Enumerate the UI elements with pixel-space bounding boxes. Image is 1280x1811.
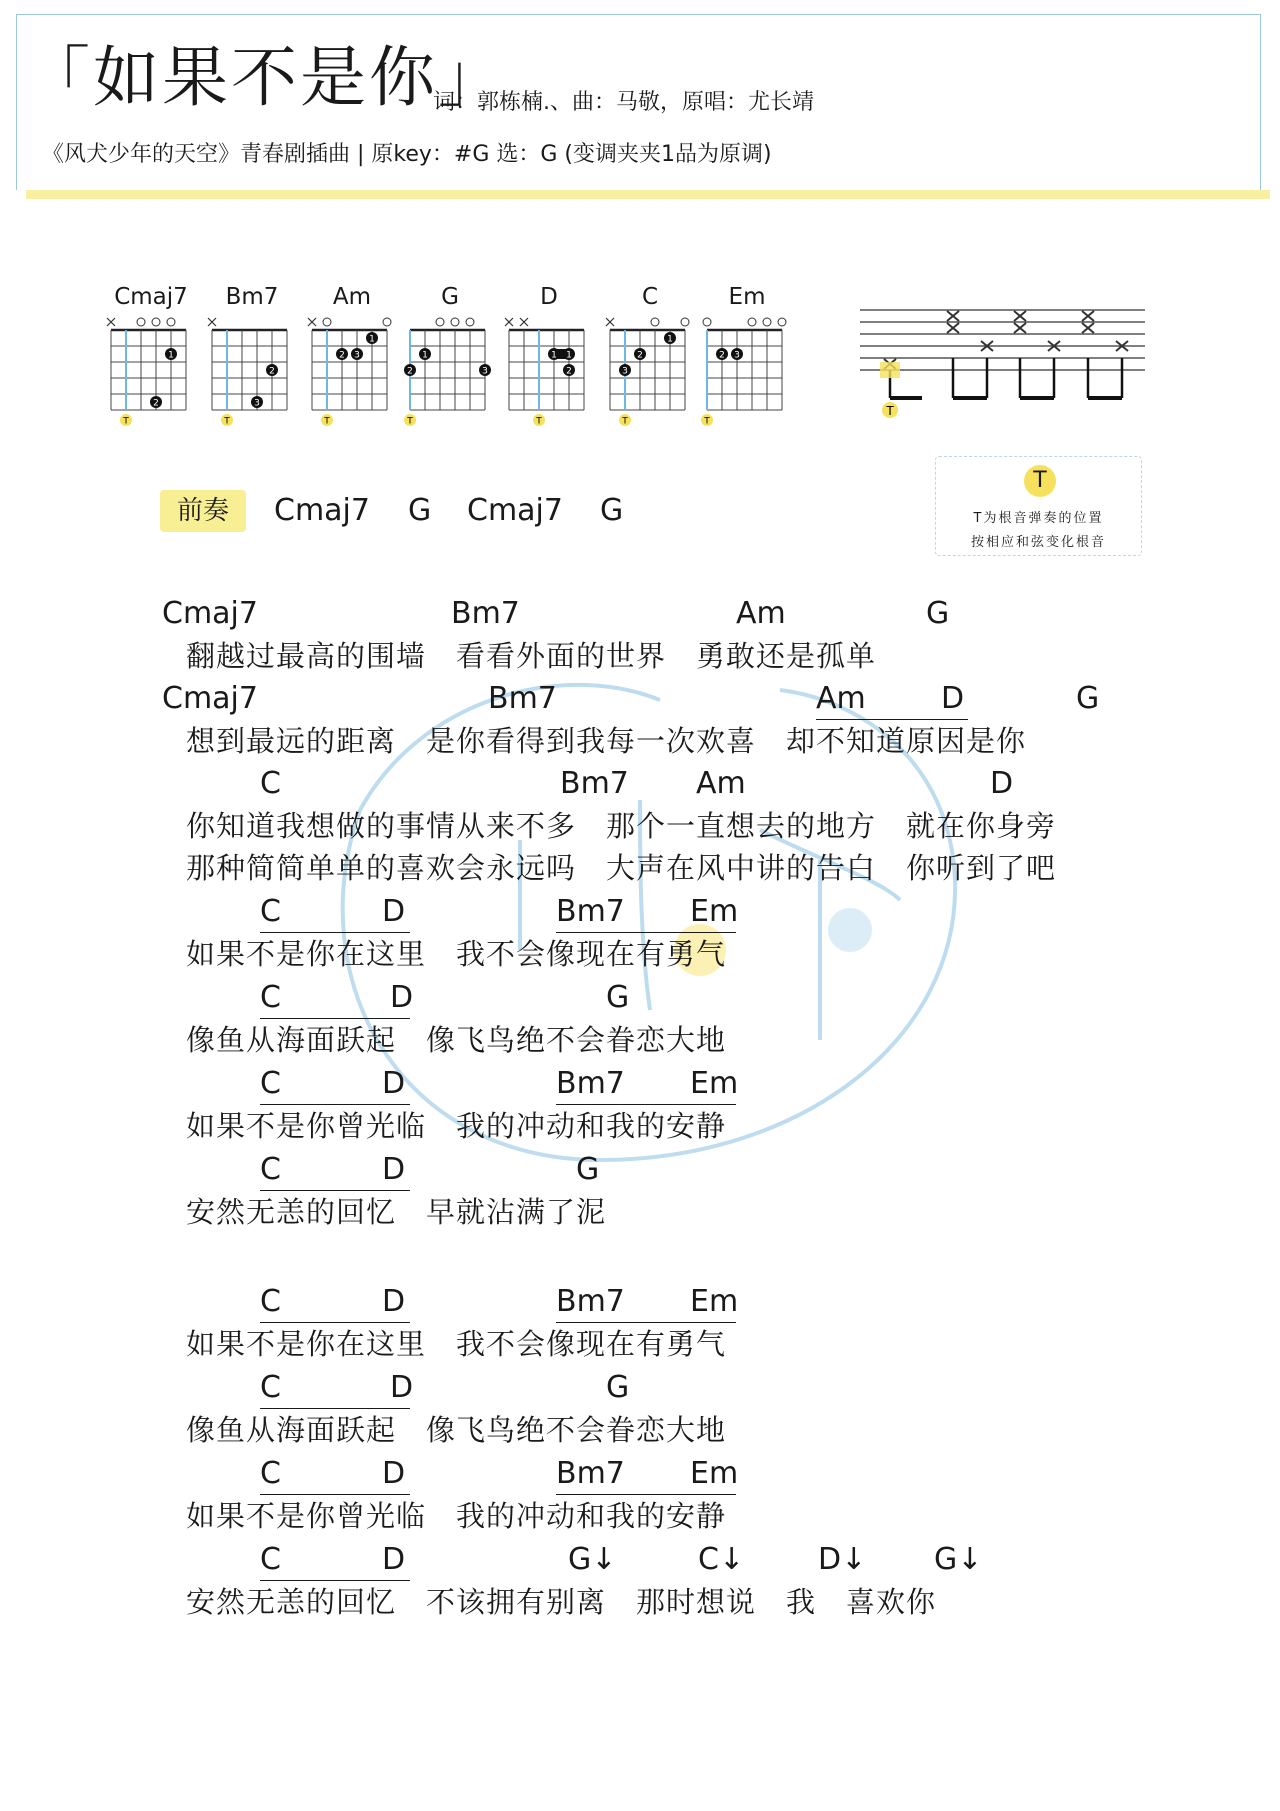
chord-label: D (382, 894, 406, 929)
chord-label: Em (690, 894, 739, 929)
open-string-icon (681, 318, 689, 326)
chord-label: D (390, 980, 414, 1015)
chord-tie (816, 719, 968, 720)
svg-text:3: 3 (734, 350, 740, 361)
svg-text:T: T (224, 416, 230, 427)
root-note-legend (935, 456, 1142, 556)
chord-label: G↓ (568, 1542, 617, 1577)
svg-text:2: 2 (719, 350, 725, 361)
chord-label: G (606, 1370, 630, 1405)
open-string-icon (748, 318, 756, 326)
svg-text:3: 3 (482, 366, 488, 377)
lyric-line: 你知道我想做的事情从来不多 那个一直想去的地方 就在你身旁 (186, 809, 1057, 843)
open-string-icon (703, 318, 711, 326)
chord-tie (556, 1322, 736, 1323)
chord-grid (503, 312, 595, 427)
intro-chord: G (408, 493, 432, 528)
chord-label: Bm7 (556, 1284, 625, 1319)
chord-label: G (926, 596, 950, 631)
chord-diagram-name: Bm7 (225, 284, 279, 310)
lyric-line: 翻越过最高的围墙 看看外面的世界 勇敢还是孤单 (186, 639, 877, 673)
chord-tie (260, 1104, 410, 1105)
chord-tie (556, 1494, 736, 1495)
lyric-line: 想到最远的距离 是你看得到我每一次欢喜 却不知道原因是你 (186, 724, 1027, 758)
svg-text:1: 1 (566, 350, 572, 361)
chord-diagram-name: Em (728, 284, 766, 310)
lyric-line: 如果不是你在这里 我不会像现在有勇气 (186, 1327, 727, 1361)
chord-grid (604, 312, 696, 427)
open-string-icon (651, 318, 659, 326)
chord-label: Cmaj7 (162, 681, 258, 716)
svg-text:T: T (704, 416, 710, 427)
chord-label: C (260, 980, 281, 1015)
open-string-icon (451, 318, 459, 326)
chord-label: C (260, 1152, 281, 1187)
svg-text:T: T (123, 416, 129, 427)
chord-label: Bm7 (488, 681, 557, 716)
svg-text:1: 1 (667, 334, 673, 345)
svg-text:T: T (622, 416, 628, 427)
chord-label: Bm7 (556, 1066, 625, 1101)
chord-tie (556, 932, 736, 933)
open-string-icon (778, 318, 786, 326)
chord-label: D (382, 1542, 406, 1577)
chord-label: D (990, 766, 1014, 801)
chord-diagram (306, 282, 398, 427)
chord-label: C (260, 1542, 281, 1577)
song-subtitle: 《风犬少年的天空》青春剧插曲 | 原key：#G 选：G (变调夹夹1品为原调) (42, 142, 772, 167)
header-stripe (26, 190, 1270, 199)
open-string-icon (763, 318, 771, 326)
chord-diagram-name: C (641, 284, 659, 310)
open-string-icon (436, 318, 444, 326)
chord-label: G↓ (934, 1542, 983, 1577)
chord-grid (306, 312, 398, 427)
chord-tie (260, 1494, 410, 1495)
svg-text:1: 1 (551, 350, 557, 361)
open-string-icon (383, 318, 391, 326)
lyric-line: 像鱼从海面跃起 像飞鸟绝不会眷恋大地 (186, 1413, 727, 1447)
chord-tie (260, 1018, 410, 1019)
svg-text:1: 1 (369, 334, 375, 345)
svg-text:T: T (536, 416, 542, 427)
intro-label: 前奏 (160, 490, 246, 532)
chord-diagram (701, 282, 793, 427)
open-string-icon (323, 318, 331, 326)
chord-tie (260, 1190, 410, 1191)
chord-label: C (260, 1284, 281, 1319)
legend-line-2: 按相应和弦变化根音 (970, 535, 1106, 550)
svg-text:1: 1 (422, 350, 428, 361)
song-title: 「如果不是你」 (24, 39, 507, 116)
chord-label: C (260, 1370, 281, 1405)
intro-chord: Cmaj7 (467, 493, 563, 528)
chord-diagram (404, 282, 496, 427)
svg-text:2: 2 (339, 350, 345, 361)
chord-grid (206, 312, 298, 427)
chord-label: Bm7 (560, 766, 629, 801)
chord-label: Em (690, 1284, 739, 1319)
chord-label: C (260, 1066, 281, 1101)
lyric-line: 像鱼从海面跃起 像飞鸟绝不会眷恋大地 (186, 1023, 727, 1057)
chord-label: G (1076, 681, 1100, 716)
svg-text:2: 2 (637, 350, 643, 361)
legend-line-1: T为根音弹奏的位置 (973, 511, 1104, 526)
chord-label: C (260, 1456, 281, 1491)
chord-label: D (941, 681, 965, 716)
chord-label: D↓ (818, 1542, 867, 1577)
chord-label: D (382, 1456, 406, 1491)
chord-diagram (604, 282, 696, 427)
chord-grid (701, 312, 793, 427)
lyric-line: 如果不是你在这里 我不会像现在有勇气 (186, 937, 727, 971)
svg-text:2: 2 (153, 398, 159, 409)
song-credits: 词：郭栋楠.、曲：马敬，原唱：尤长靖 (433, 90, 814, 115)
chord-grid (404, 312, 496, 427)
chord-label: C (260, 766, 281, 801)
chord-label: D (382, 1152, 406, 1187)
open-string-icon (167, 318, 175, 326)
svg-text:3: 3 (622, 366, 628, 377)
chord-tie (556, 1104, 736, 1105)
chord-diagram (503, 282, 595, 427)
lyric-line: 如果不是你曾光临 我的冲动和我的安静 (186, 1109, 727, 1143)
chord-tie (260, 1580, 410, 1581)
intro-chord: G (600, 493, 624, 528)
chord-label: Em (690, 1066, 739, 1101)
chord-diagram (105, 282, 197, 427)
chord-label: D (390, 1370, 414, 1405)
chord-label: Am (696, 766, 746, 801)
lyric-line: 安然无恙的回忆 早就沾满了泥 (186, 1195, 607, 1229)
svg-text:3: 3 (354, 350, 360, 361)
chord-label: G (576, 1152, 600, 1187)
chord-diagram-name: Am (332, 284, 372, 310)
open-string-icon (466, 318, 474, 326)
chord-label: C (260, 894, 281, 929)
root-marker-label: T (886, 404, 894, 418)
chord-tie (260, 932, 410, 933)
lyric-line: 安然无恙的回忆 不该拥有别离 那时想说 我 喜欢你 (186, 1585, 937, 1619)
chord-label: Cmaj7 (162, 596, 258, 631)
chord-diagram-name: D (540, 284, 558, 310)
lyric-line: 如果不是你曾光临 我的冲动和我的安静 (186, 1499, 727, 1533)
chord-diagram-name: Cmaj7 (114, 284, 188, 310)
svg-text:2: 2 (269, 366, 275, 377)
svg-text:2: 2 (407, 366, 413, 377)
lyric-line: 那种简简单单的喜欢会永远吗 大声在风中讲的告白 你听到了吧 (186, 851, 1057, 885)
chord-label: Bm7 (556, 1456, 625, 1491)
strum-pattern (860, 300, 1150, 425)
svg-text:2: 2 (566, 366, 572, 377)
chord-grid (105, 312, 197, 427)
svg-text:T: T (324, 416, 330, 427)
chord-label: Bm7 (451, 596, 520, 631)
chord-label: G (606, 980, 630, 1015)
svg-text:T: T (407, 416, 413, 427)
chord-tie (260, 1408, 410, 1409)
open-string-icon (137, 318, 145, 326)
open-string-icon (152, 318, 160, 326)
svg-text:3: 3 (254, 398, 260, 409)
chord-label: C↓ (698, 1542, 745, 1577)
t-marker-icon: T (1024, 465, 1056, 497)
chord-label: Bm7 (556, 894, 625, 929)
svg-text:1: 1 (168, 350, 174, 361)
chord-diagram (206, 282, 298, 427)
chord-diagram-name: G (441, 284, 459, 310)
chord-label: D (382, 1284, 406, 1319)
chord-label: Em (690, 1456, 739, 1491)
intro-chord: Cmaj7 (274, 493, 370, 528)
chord-label: Am (736, 596, 786, 631)
chord-label: D (382, 1066, 406, 1101)
chord-label: Am (816, 681, 866, 716)
chord-tie (260, 1322, 410, 1323)
